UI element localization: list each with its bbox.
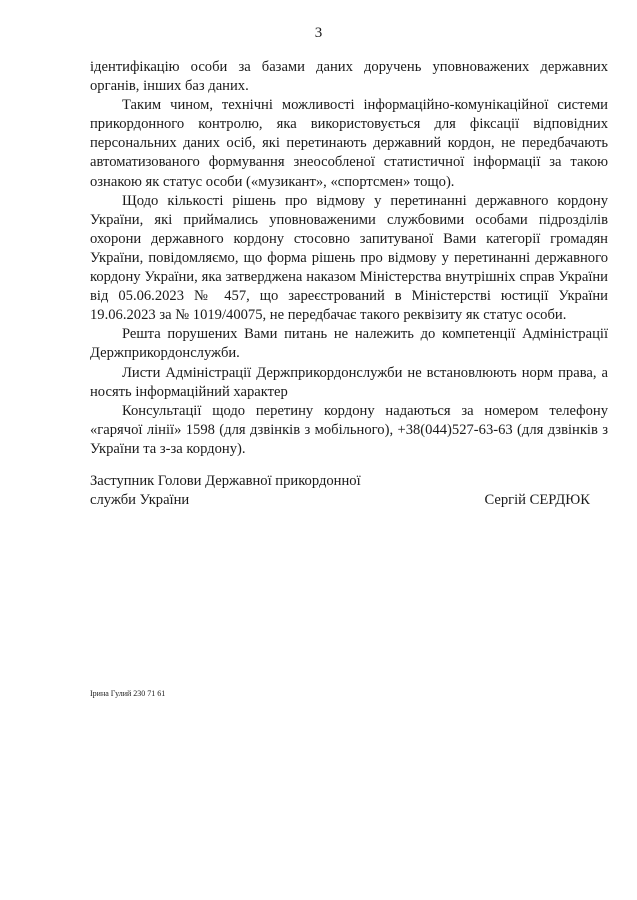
page-number: 3 — [314, 25, 323, 41]
executor-note: Ірина Гулий 230 71 61 — [90, 689, 166, 698]
signatory-title-line1: Заступник Голови Державної прикордонної — [90, 473, 361, 489]
signature-block — [90, 472, 590, 510]
paragraph-6: Консультації щодо перетину кордону надаються за номером телефону «гарячої лінії» 1598 (для дзвінків з мобільного), +38(044)527-63-63 (для дзвінків з України та з-за кордону). — [90, 402, 608, 457]
paragraph-2: Таким чином, технічні можливості інформаційно-комунікаційної системи прикордонного контролю, яка використовується для фіксації відповідних персональних даних осіб, які перетинають державний кордон, не передбачають автоматизованого формування знеособленої статистичної інформації за такою ознакою як статус особи («музикант», «спортсмен» тощо). — [90, 97, 608, 190]
letter-body — [90, 58, 608, 459]
paragraph-1: ідентифікацію особи за базами даних доручень уповноважених державних органів, інших баз даних. — [90, 59, 608, 95]
signatory-name: Сергій СЕРДЮК — [484, 492, 590, 508]
signatory-title-line2: служби України — [90, 492, 190, 508]
paragraph-3: Щодо кількості рішень про відмову у перетинанні державного кордону України, які приймались уповноваженими службовими особами підрозділів охорони державного кордону стосовно запитуваної Вами категорії громадян України, повідомляємо, що форма рішень про відмову у перетинанні державного кордону України, яка затверджена наказом Міністерства внутрішніх справ України від 05.06.2023 № 457, що зареєстрований в Міністерстві юстиції України 19.06.2023 за № 1019/40075, не передбачає такого реквізиту як статус особи. — [90, 192, 608, 324]
paragraph-4: Решта порушених Вами питань не належить до компетенції Адміністрації Держприкордонслужби. — [90, 326, 608, 362]
paragraph-5: Листи Адміністрації Держприкордонслужби не встановлюють норм права, а носять інформаційний характер — [90, 364, 608, 400]
